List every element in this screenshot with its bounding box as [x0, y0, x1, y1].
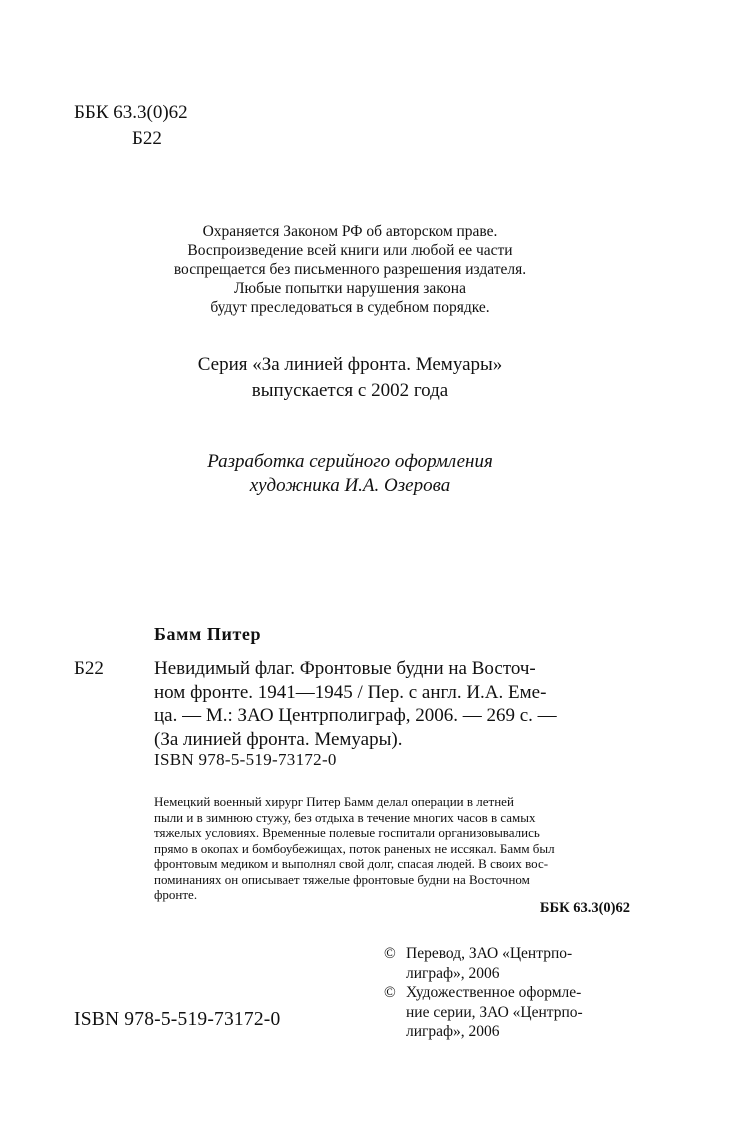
bbk-bottom: ББК 63.3(0)62	[539, 900, 630, 916]
design-line: Разработка серийного оформления	[207, 451, 493, 472]
rights-line: ние серии, ЗАО «Центрпо-	[406, 1003, 583, 1021]
design-line: художника И.А. Озерова	[249, 475, 451, 496]
rights-line: Художественное оформле-	[406, 984, 582, 1001]
notice-line: Любые попытки нарушения закона	[234, 280, 466, 297]
series-line: Серия «За линией фронта. Мемуары»	[197, 354, 503, 375]
copyright-symbol: ©	[384, 984, 396, 1001]
annotation-line: фронте.	[154, 887, 198, 902]
biblio-line: ца. — М.: ЗАО Центрполиграф, 2006. — 269 с. —	[154, 705, 557, 726]
copyright-notice	[0, 222, 700, 317]
annotation-line: прямо в окопах и бомбоубежищах, поток раненых не иссякал. Бамм был	[154, 840, 555, 856]
annotation-line: поминаниях он описывает тяжелые фронтовые будни на Восточном	[154, 871, 530, 887]
bbk-classification-block	[74, 100, 188, 152]
annotation-line: фронтовым медиком и выполнял свой долг, спасая людей. В своих вос-	[154, 856, 549, 871]
annotation	[154, 794, 628, 903]
annotation-line: Немецкий военный хирург Питер Бамм делал операции в летней	[154, 794, 514, 809]
catalog-code: Б22	[74, 658, 104, 679]
rights-line: Перевод, ЗАО «Центрпо-	[406, 945, 573, 962]
notice-line: воспрещается без письменного разрешения издателя.	[173, 261, 527, 278]
biblio-line: ном фронте. 1941—1945 / Пер. с англ. И.А. Еме-	[154, 681, 547, 703]
catalog-author: Бамм Питер	[154, 624, 262, 644]
rights-line: лиграф», 2006	[406, 1023, 500, 1040]
rights-line: лиграф», 2006	[406, 964, 500, 982]
copyright-symbol: ©	[384, 945, 396, 962]
series-info	[0, 352, 700, 404]
notice-line: Охраняется Законом РФ об авторском праве.	[202, 223, 498, 240]
author-mark: Б22	[132, 128, 162, 149]
bbk-code: ББК 63.3(0)62	[74, 102, 188, 123]
rights-block	[384, 944, 583, 1042]
rights-item-translation	[384, 944, 583, 983]
biblio-line: Невидимый флаг. Фронтовые будни на Восточ-	[154, 658, 536, 679]
series-line: выпускается с 2002 года	[251, 380, 449, 401]
annotation-line: тяжелых условиях. Временные полевые госпитали организовывались	[154, 825, 540, 840]
catalog-isbn: ISBN 978-5-519-73172-0	[154, 750, 337, 769]
isbn-bottom: ISBN 978-5-519-73172-0	[74, 1009, 281, 1030]
notice-line: будут преследоваться в судебном порядке.	[210, 299, 490, 316]
design-credit	[0, 450, 700, 498]
annotation-line: пыли и в зимнюю стужу, без отдыха в течение многих часов в самых	[154, 809, 536, 825]
biblio-line: (За линией фронта. Мемуары).	[154, 728, 403, 750]
bibliographic-description	[154, 657, 630, 751]
notice-line: Воспроизведение всей книги или любой ее части	[187, 242, 513, 259]
rights-item-design	[384, 983, 583, 1042]
